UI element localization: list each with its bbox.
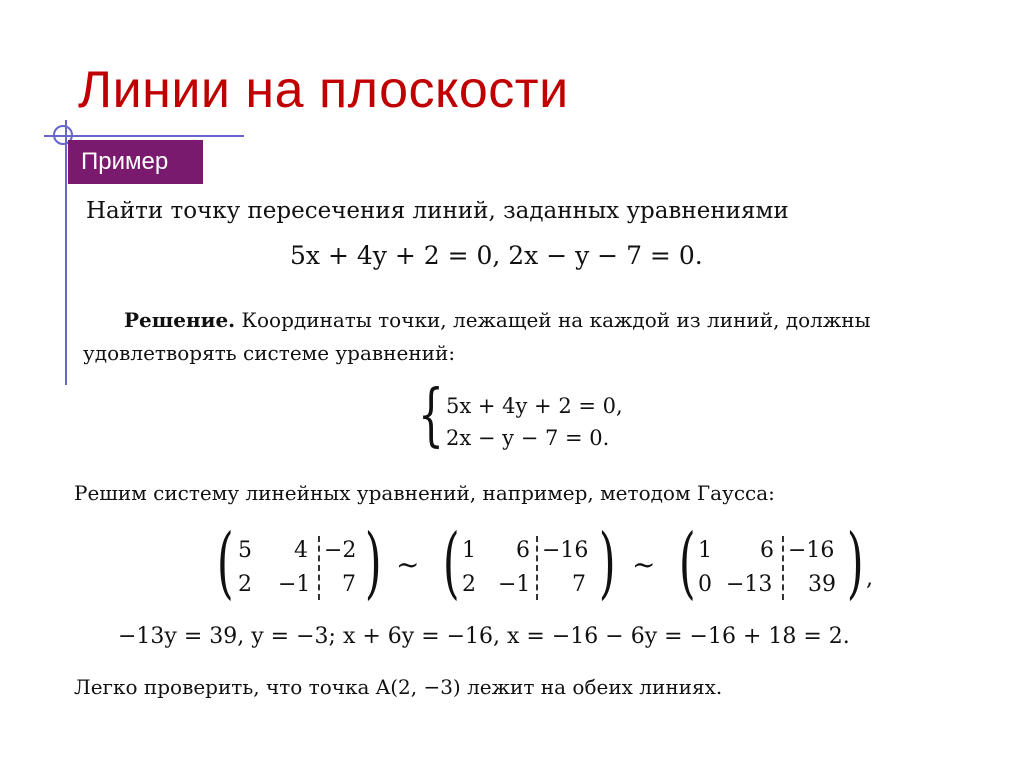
augmented-matrix-1 xyxy=(210,518,382,608)
matrix-left-paren: ( xyxy=(442,518,460,608)
matrix-left-paren: ( xyxy=(678,518,696,608)
matrix-cell: 2 xyxy=(238,572,252,597)
equivalence-sign: ~ xyxy=(632,548,656,581)
decorative-vertical-line xyxy=(65,120,67,385)
solution-label: Решение. xyxy=(124,308,236,332)
matrix-cell: −2 xyxy=(324,538,357,563)
matrix-cell: −13 xyxy=(726,572,773,597)
matrix-cell: −1 xyxy=(498,572,531,597)
matrix-cell: 1 xyxy=(698,538,712,563)
matrix-cell: 6 xyxy=(516,538,530,563)
matrix-cell: −16 xyxy=(542,538,589,563)
solution-paragraph xyxy=(124,308,871,332)
matrix-cell: 4 xyxy=(294,538,308,563)
decorative-horizontal-line xyxy=(44,135,244,137)
augmented-matrix-3 xyxy=(672,518,872,608)
matrix-left-paren: ( xyxy=(216,518,234,608)
matrix-cell: −1 xyxy=(278,572,311,597)
matrix-right-paren: ) xyxy=(598,518,616,608)
matrix-cell: 7 xyxy=(572,572,586,597)
matrix-separator xyxy=(782,536,784,600)
solution-text: Координаты точки, лежащей на каждой из линий, должны xyxy=(235,308,871,332)
matrix-separator xyxy=(318,536,320,600)
matrix-separator xyxy=(536,536,538,600)
matrix-right-paren: ) xyxy=(364,518,382,608)
matrix-right-paren: ) xyxy=(846,518,864,608)
matrix-cell: 5 xyxy=(238,538,252,563)
computation-line: −13y = 39, y = −3; x + 6y = −16, x = −16 − 6y = −16 + 18 = 2. xyxy=(118,624,850,649)
augmented-matrix-2 xyxy=(436,518,626,608)
equations-line: 5x + 4y + 2 = 0, 2x − y − 7 = 0. xyxy=(290,241,703,270)
matrix-trailing-comma: , xyxy=(866,566,873,591)
system-equation-1: 5x + 4y + 2 = 0, xyxy=(446,394,623,418)
system-brace: { xyxy=(418,376,444,455)
matrix-cell: 2 xyxy=(462,572,476,597)
matrix-cell: 0 xyxy=(698,572,712,597)
matrix-cell: 1 xyxy=(462,538,476,563)
matrix-cell: 6 xyxy=(760,538,774,563)
problem-statement: Найти точку пересечения линий, заданных уравнениями xyxy=(86,198,789,224)
conclusion-text: Легко проверить, что точка A(2, −3) лежит на обеих линиях. xyxy=(74,675,723,699)
slide-title: Линии на плоскости xyxy=(78,61,569,119)
example-badge: Пример xyxy=(68,140,203,184)
matrix-cell: 39 xyxy=(808,572,836,597)
gauss-method-text: Решим систему линейных уравнений, например, методом Гаусса: xyxy=(74,481,775,505)
equivalence-sign: ~ xyxy=(396,548,420,581)
system-equation-2: 2x − y − 7 = 0. xyxy=(446,426,610,450)
matrix-cell: −16 xyxy=(788,538,835,563)
solution-paragraph-line2: удовлетворять системе уравнений: xyxy=(83,341,456,365)
matrix-cell: 7 xyxy=(342,572,356,597)
